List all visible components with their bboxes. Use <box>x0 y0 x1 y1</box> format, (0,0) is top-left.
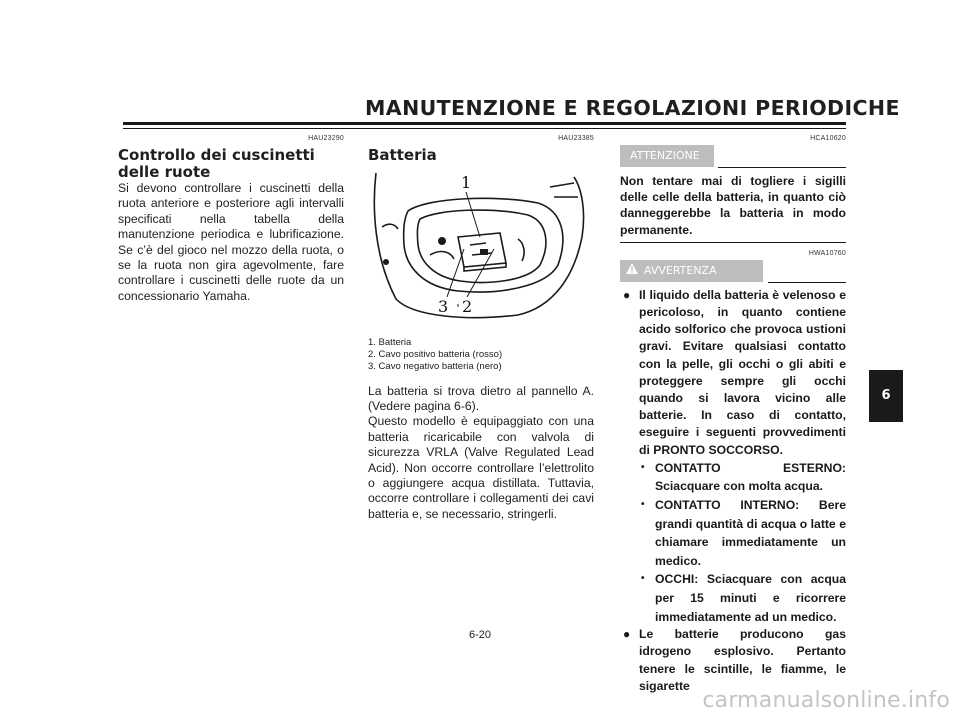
bullet-icon: • <box>641 499 645 511</box>
first-aid-item <box>639 459 846 496</box>
callout-1: 1 <box>461 173 472 192</box>
bullet-icon: • <box>641 461 645 473</box>
column-notices <box>620 134 846 695</box>
first-aid-list <box>639 459 846 626</box>
caption-item: 2. Cavo positivo batteria (rosso) <box>368 349 503 361</box>
callout-2: 2 <box>462 297 473 316</box>
caption-item: 3. Cavo negativo batteria (nero) <box>368 361 502 373</box>
section-code: HAU23290 <box>308 135 344 142</box>
bullet-icon: ● <box>623 627 631 642</box>
battery-location-text: La batteria si trova dietro al pannello A. (Vedere pagina 6-6). <box>368 383 594 414</box>
warning-code: HWA10760 <box>808 249 846 257</box>
bullet-icon: ● <box>623 287 631 302</box>
warning-rule <box>768 282 846 283</box>
warning-label: AVVERTENZA <box>644 263 717 277</box>
caution-code: HCA10620 <box>810 135 846 142</box>
chapter-tab: 6 <box>869 370 903 422</box>
first-aid-text: CONTATTO ESTERNO: Sciacquare con molta acqua. <box>655 460 846 494</box>
caution-rule <box>718 167 846 168</box>
bullet-icon: • <box>641 573 645 585</box>
column-battery <box>368 134 594 522</box>
first-aid-text: OCCHI: Sciacquare con acqua per 15 minuti e ricorrere immediatamente ad un medico. <box>655 572 846 624</box>
warning-header <box>620 260 846 284</box>
warning-triangle-icon <box>626 260 638 282</box>
battery-figure <box>368 167 594 325</box>
section-code: HAU23385 <box>558 135 594 142</box>
warning-label-box <box>620 260 763 282</box>
first-aid-item <box>639 496 846 570</box>
caution-header <box>620 145 846 169</box>
callout-3: 3 <box>438 297 449 316</box>
header-rule-thin <box>123 128 846 129</box>
warning-item-text: Le batterie producono gas idrogeno esplosivo. Pertanto tenere le scintille, le fiamme, le sigarette <box>639 627 846 693</box>
caution-text: Non tentare mai di togliere i sigilli delle celle della batteria, in quanto ciò danneggerebbe la batteria in modo permanente. <box>620 174 846 237</box>
watermark: carmanualsonline.info <box>702 688 950 713</box>
wheel-bearings-text: Si devono controllare i cuscinetti della ruota anteriore e posteriore agli intervalli specificati nella tabella della manutenzione periodica e lubrificazione. Se c’è del gioco nel mozzo della ruota, o se la ruota non gira agevolmente, fare controllare i cuscinetti delle ruote da un concessionario Yamaha. <box>118 181 344 303</box>
battery-drawing <box>368 167 594 325</box>
section-heading-battery: Batteria <box>368 146 437 164</box>
first-aid-text: CONTATTO INTERNO: Bere grandi quantità di acqua o latte e chiamare immediatamente un medico. <box>655 498 846 568</box>
caution-label: ATTENZIONE <box>620 145 714 167</box>
warning-item <box>620 287 846 626</box>
figure-captions <box>368 337 594 374</box>
warning-item-text: Il liquido della batteria è velenoso e pericoloso, in quanto contiene acido solforico che provoca ustioni gravi. Evitare qualsiasi contatto con la pelle, gli occhi o gli abiti e proteggere sempre gli occhi quando si lavora vicino alle batterie. In caso di contatto, eseguire i seguenti provvedimenti di PRONTO SOCCORSO. <box>639 287 846 457</box>
column-wheel-bearings <box>118 134 344 304</box>
page-number: 6-20 <box>468 629 492 641</box>
caption-item: 1. Batteria <box>368 337 412 348</box>
battery-info-text: Questo modello è equipaggiato con una batteria ricaricabile con valvola di sicurezza VRLA (Valve Regulated Lead Acid). Non occorre controllare l’elettrolito o aggiungere acqua distillata. Tuttavia, occorre controllare i collegamenti dei cavi batteria e, se necessario, stringerli. <box>368 414 594 521</box>
first-aid-item <box>639 570 846 626</box>
caution-end-rule <box>620 242 846 243</box>
header-rule <box>123 122 846 125</box>
section-heading-wheel-bearings: Controllo dei cuscinetti delle ruote <box>118 146 315 181</box>
page-title: MANUTENZIONE E REGOLAZIONI PERIODICHE <box>365 96 900 120</box>
